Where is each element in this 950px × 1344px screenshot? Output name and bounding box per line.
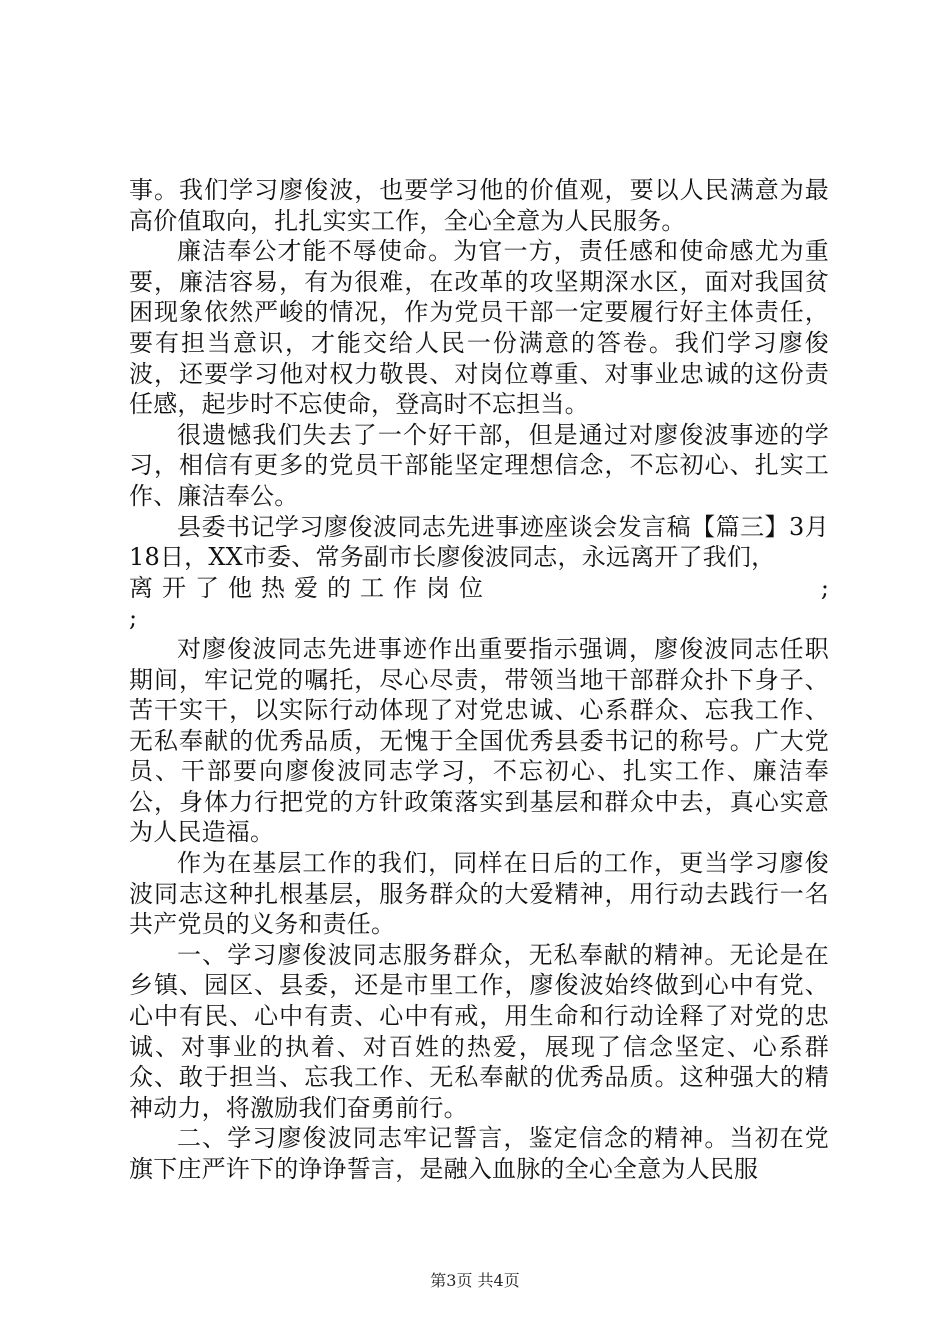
paragraph-7: 一、学习廖俊波同志服务群众，无私奉献的精神。无论是在乡镇、园区、县委，还是市里工作，廖俊波始终做到心中有党、心中有民、心中有责、心中有戒，用生命和行动诠释了对党的忠诚、对事业的执着、对百姓的热爱，展现了信念坚定、心系群众、敢于担当、忘我工作、无私奉献的优秀品质。这种强大的精神动力，将激励我们奋勇前行。 bbox=[129, 940, 829, 1122]
paragraph-6: 作为在基层工作的我们，同样在日后的工作，更当学习廖俊波同志这种扎根基层，服务群众的大爱精神，用行动去践行一名共产党员的义务和责任。 bbox=[129, 849, 829, 939]
document-body bbox=[129, 175, 829, 1185]
paragraph-2: 廉洁奉公才能不辱使命。为官一方，责任感和使命感尤为重要，廉洁容易，有为很难，在改革的攻坚期深水区，面对我国贫困现象依然严峻的情况，作为党员干部一定要履行好主体责任，要有担当意识，才能交给人民一份满意的答卷。我们学习廖俊波，还要学习他对权力敬畏、对岗位尊重、对事业忠诚的这份责任感，起步时不忘使命，登高时不忘担当。 bbox=[129, 237, 829, 419]
page-footer: 第3页 共4页 bbox=[430, 1271, 520, 1290]
paragraph-4: 县委书记学习廖俊波同志先进事迹座谈会发言稿【篇三】3月18日，XX市委、常务副市长廖俊波同志，永远离开了我们， bbox=[129, 512, 829, 572]
paragraph-1: 事。我们学习廖俊波，也要学习他的价值观，要以人民满意为最高价值取向，扎扎实实工作，全心全意为人民服务。 bbox=[129, 176, 829, 235]
paragraph-8: 二、学习廖俊波同志牢记誓言，鉴定信念的精神。当初在党旗下庄严许下的诤诤誓言，是融入血脉的全心全意为人民服 bbox=[129, 1124, 829, 1183]
paragraph-5: 对廖俊波同志先进事迹作出重要指示强调，廖俊波同志任职期间，牢记党的嘱托，尽心尽责，带领当地干部群众扑下身子、苦干实干，以实际行动体现了对党忠诚、心系群众、忘我工作、无私奉献的优秀品质，无愧于全国优秀县委书记的称号。广大党员、干部要向廖俊波同志学习，不忘初心、扎实工作、廉洁奉公，身体力行把党的方针政策落实到基层和群众中去，真心实意为人民造福。 bbox=[129, 634, 829, 847]
semicolon-line: ; bbox=[129, 604, 138, 633]
spaced-line-text: 离开了他热爱的工作岗位 bbox=[129, 573, 492, 602]
spaced-line-end-mark: ; bbox=[820, 573, 829, 602]
spaced-line bbox=[129, 573, 829, 604]
paragraph-3: 很遗憾我们失去了一个好干部，但是通过对廖俊波事迹的学习，相信有更多的党员干部能坚定理想信念，不忘初心、扎实工作、廉洁奉公。 bbox=[129, 420, 829, 510]
